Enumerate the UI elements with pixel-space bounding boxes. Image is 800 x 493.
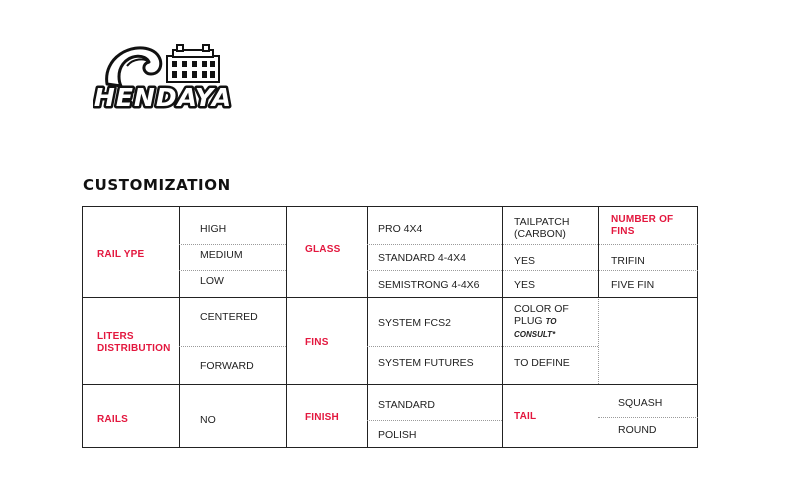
- plug-consult-note: TO CONSULT*: [514, 317, 557, 339]
- sub-divider: [179, 244, 286, 245]
- liters-option: CENTERED: [200, 311, 258, 323]
- tail-option: ROUND: [618, 424, 657, 436]
- fins-count-option: FIVE FIN: [611, 279, 655, 291]
- logo-wordmark: HENDAYA: [93, 83, 233, 112]
- column-divider: [598, 297, 599, 384]
- finish-label: FINISH: [305, 412, 339, 423]
- rails-value: NO: [200, 414, 216, 426]
- column-divider: [367, 207, 368, 447]
- hendaya-logo: [93, 40, 233, 114]
- fins-option: SYSTEM FCS2: [378, 317, 451, 329]
- fins-count-option: TRIFIN: [611, 255, 645, 267]
- finish-option: STANDARD: [378, 399, 435, 411]
- column-divider: [598, 207, 599, 297]
- tailpatch-value: YES: [514, 279, 536, 291]
- plug-text: COLOR OF PLUG: [514, 303, 569, 327]
- sub-divider: [367, 244, 698, 245]
- rail-type-option: MEDIUM: [200, 249, 243, 261]
- fins-option: SYSTEM FUTURES: [378, 357, 474, 369]
- column-divider: [286, 207, 287, 447]
- fins-label: FINS: [305, 337, 329, 348]
- tailpatch-text: TAILPATCH (CARBON): [514, 216, 570, 240]
- glass-option: STANDARD 4-4X4: [378, 252, 466, 264]
- tail-option: SQUASH: [618, 397, 663, 409]
- wave-building-logo-icon: [93, 40, 233, 114]
- customization-table: [82, 206, 698, 448]
- number-of-fins-label: NUMBER OF FINS: [611, 214, 674, 237]
- rail-type-option: HIGH: [200, 223, 227, 235]
- finish-option: POLISH: [378, 429, 417, 441]
- column-divider: [502, 207, 503, 384]
- row-divider: [83, 297, 697, 298]
- row-divider: [83, 384, 697, 385]
- sub-divider: [179, 346, 286, 347]
- glass-label: GLASS: [305, 244, 341, 255]
- liters-option: FORWARD: [200, 360, 254, 372]
- sub-divider: [367, 346, 598, 347]
- sub-divider: [179, 270, 286, 271]
- glass-option: SEMISTRONG 4-4X6: [378, 279, 480, 291]
- rail-type-option: LOW: [200, 275, 224, 287]
- sub-divider: [367, 420, 502, 421]
- sub-divider: [598, 417, 698, 418]
- glass-option: PRO 4X4: [378, 223, 423, 235]
- liters-distribution-label: LITERS DISTRIBUTION: [97, 331, 171, 354]
- tail-label: TAIL: [514, 411, 537, 422]
- rail-type-label: RAIL YPE: [97, 249, 145, 260]
- plug-note: [514, 303, 592, 341]
- tailpatch-value: YES: [514, 255, 536, 267]
- sub-divider: [367, 270, 698, 271]
- column-divider: [179, 207, 180, 447]
- rails-label: RAILS: [97, 414, 128, 425]
- plug-value: TO DEFINE: [514, 357, 570, 369]
- section-title: CUSTOMIZATION: [83, 176, 231, 194]
- column-divider: [502, 384, 503, 447]
